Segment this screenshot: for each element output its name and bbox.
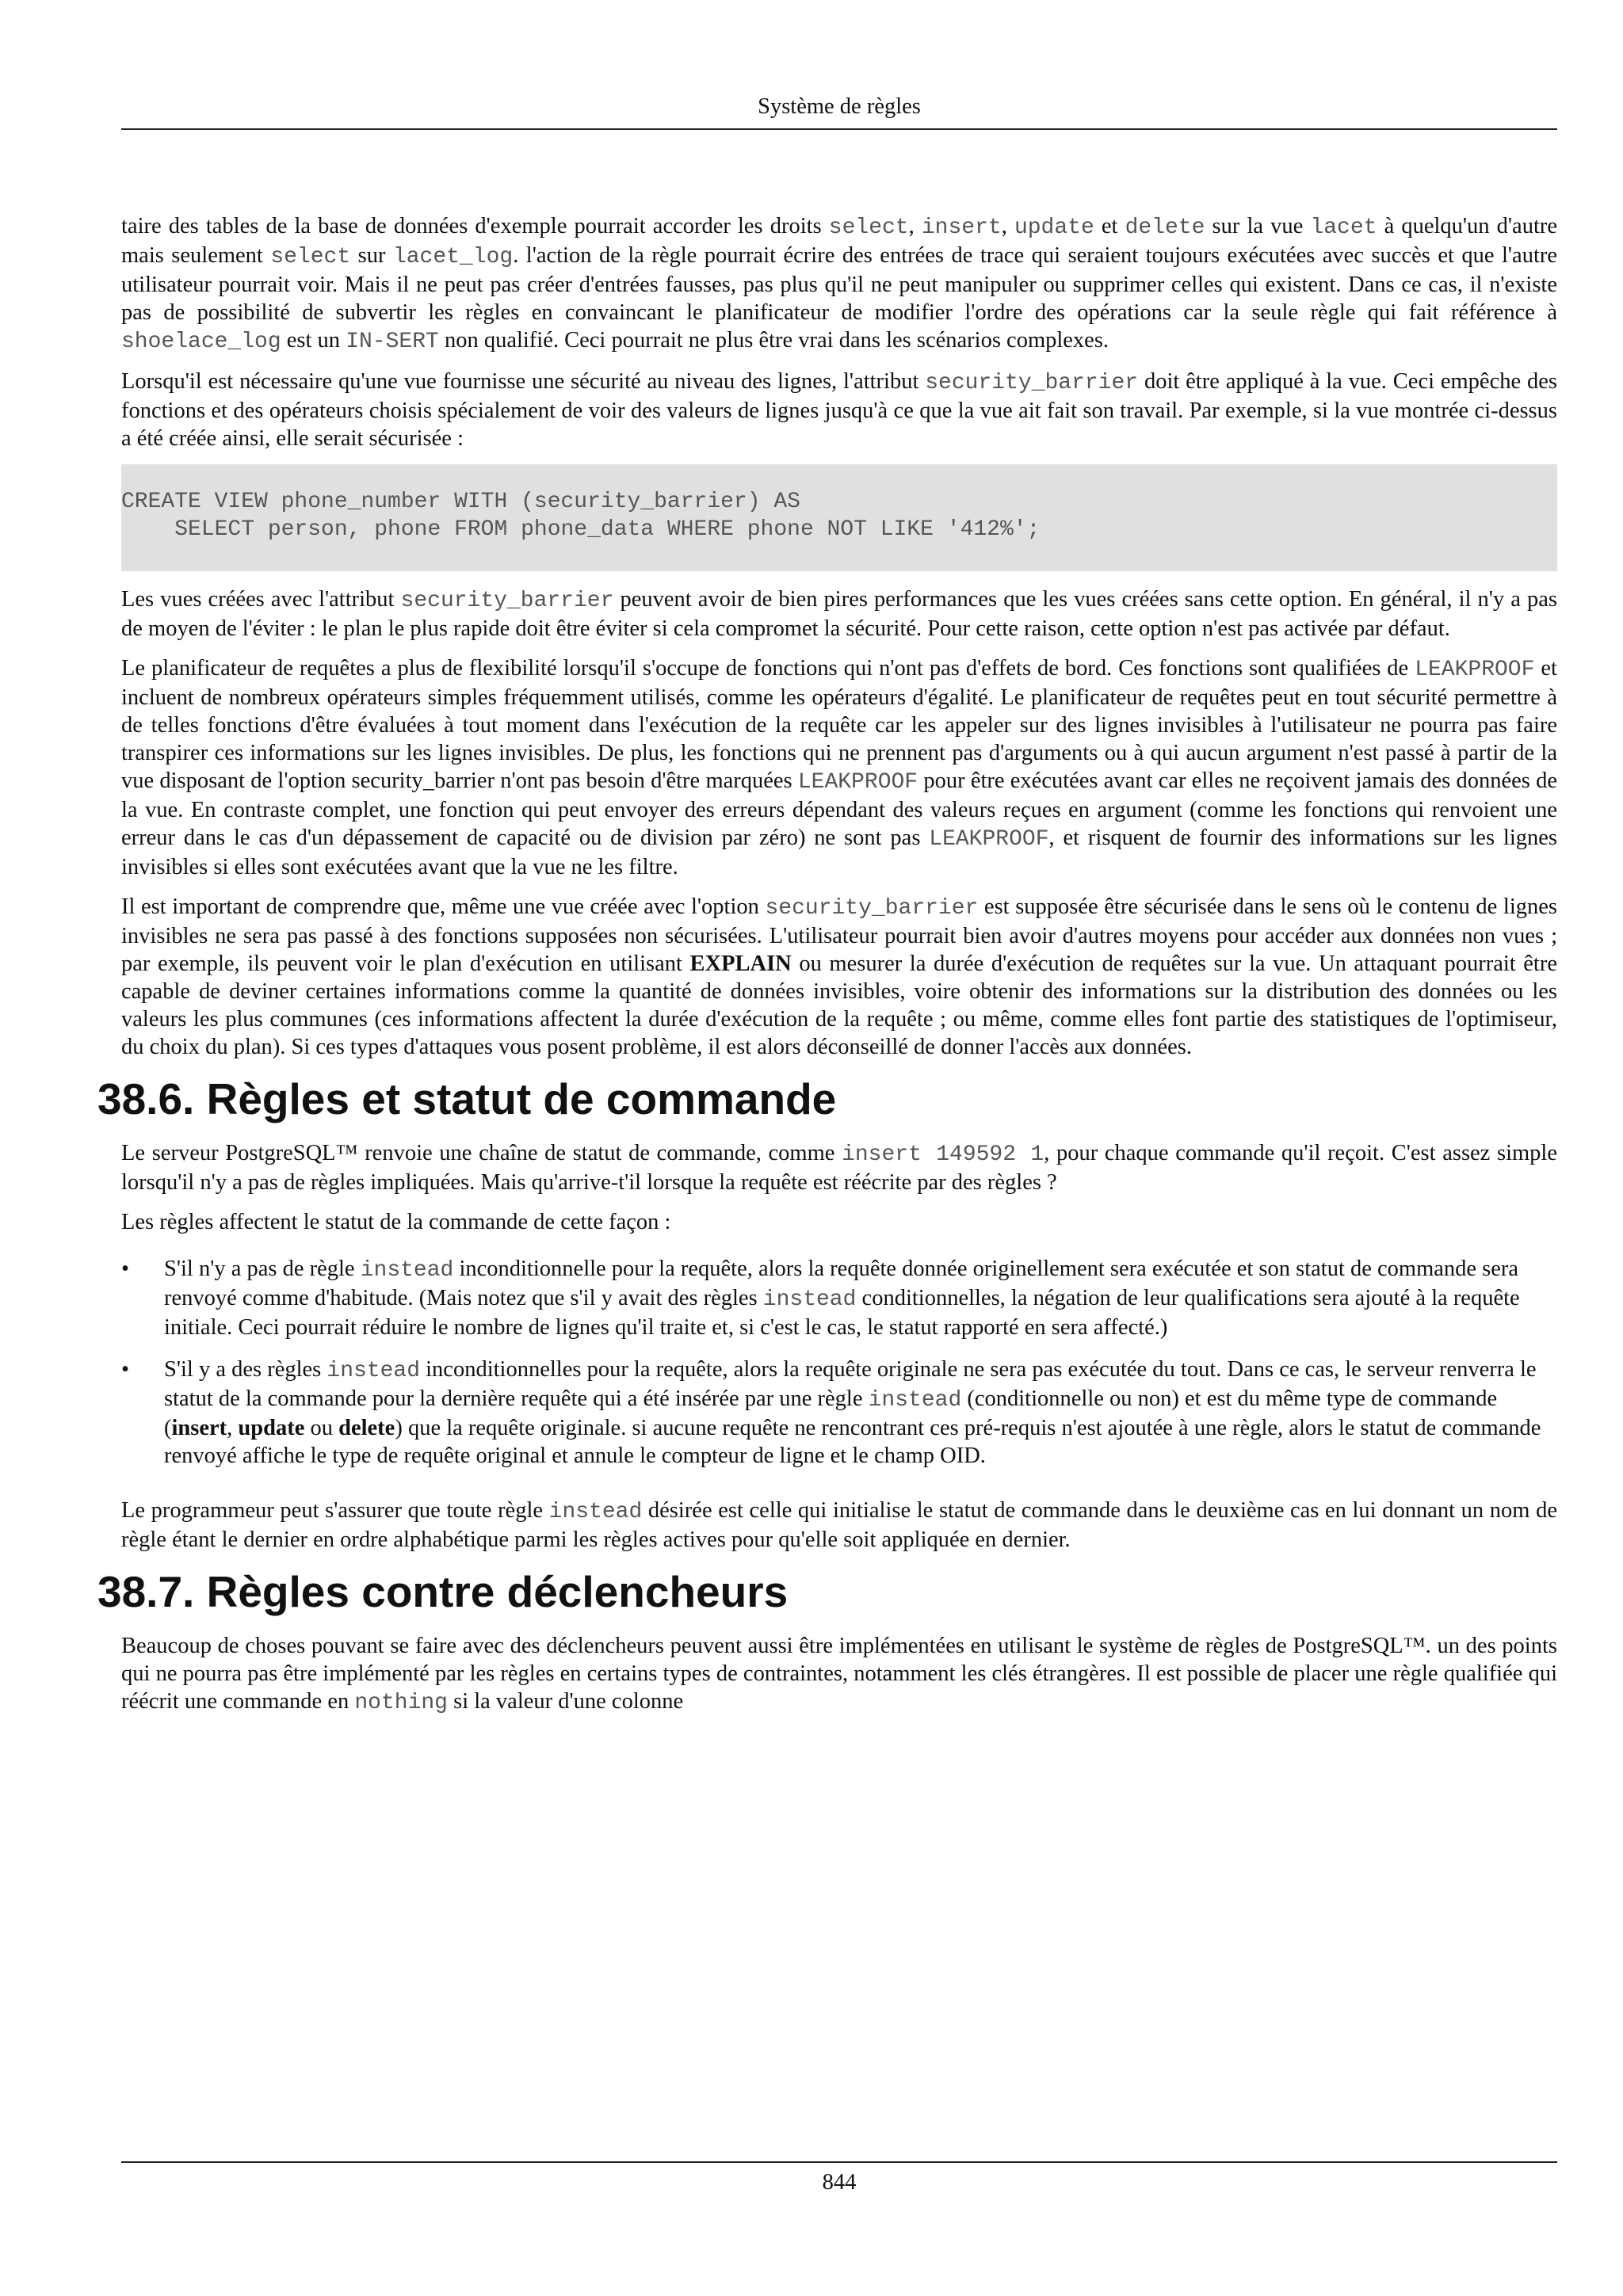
code-inline: instead xyxy=(360,1258,454,1283)
text: (conditionnelle ou non) et est du même type de commande ( xyxy=(164,1386,1498,1440)
code-inline: update xyxy=(1014,215,1094,240)
text: , pour chaque commande qu'il reçoit. C'est assez simple lorsqu'il n'y a pas de règles impliquées. Mais qu'arrive-t'il lorsque la requête est réécrite par des règles ? xyxy=(121,1141,1557,1195)
text: inconditionnelles pour la requête, alors la requête originale ne sera pas exécutée du tout. Dans ce cas, le serveur renverra le statut de la commande pour la dernière requête qui a été insérée par une règle xyxy=(164,1357,1537,1411)
paragraph-rules-permissions xyxy=(121,212,1557,356)
text: est supposée être sécurisée dans le sens où le contenu de lignes invisibles ne sera pas passé à des fonctions supposées non sécurisées. L'utilisateur pourrait bien avoir d'autres moyens pour accéder aux données non vues ; par exemple, ils peuvent voir le plan d'exécution en utilisant xyxy=(121,894,1557,976)
code-inline: nothing xyxy=(354,1691,448,1715)
paragraph-performance xyxy=(121,585,1557,643)
code-inline: lacet xyxy=(1310,215,1377,240)
code-line: SELECT person, phone FROM phone_data WHERE phone NOT LIKE '412%'; xyxy=(121,517,1041,542)
code-inline: instead xyxy=(868,1388,962,1413)
bullet-list xyxy=(121,1255,1557,1470)
text: . l'action de la règle pourrait écrire des entrées de trace qui seraient toujours exécutées avec succès et que l'autre utilisateur pourrait voir. Mais il ne peut pas créer d'entrées fausses, pas plus qu'il ne peut manipuler ou supprimer celles qui existent. Dans ce cas, il n'existe pas de possibilité de subvertir les règles en convaincant le planificateur de modifier l'ordre des opérations car la seule règle qui fait référence à xyxy=(121,243,1557,325)
text: ou mesurer la durée d'exécution de requêtes sur la vue. Un attaquant pourrait être capable de deviner certaines informations comme la quantité de données invisibles, voire obtenir des informations sur la distribution des données ou les valeurs les plus communes (ces informations affectent la durée d'exécution de la requête ; ou même, comme elles font partie des statistiques de l'optimiseur, du choix du plan). Si ces types d'attaques vous posent problème, il est alors déconseillé de donner l'accès aux données. xyxy=(121,952,1557,1059)
paragraph-security-barrier xyxy=(121,368,1557,452)
text: S'il n'y a pas de règle xyxy=(164,1257,361,1281)
text: Il est important de comprendre que, même une vue créée avec l'option xyxy=(121,894,766,919)
bullet-icon: • xyxy=(121,1357,129,1382)
text: et incluent de nombreux opérateurs simples fréquemment utilisés, comme les opérateurs d'égalité. Le planificateur de requêtes peut en tout sécurité permettre à de telles fonctions d'être évaluées à tout moment dans l'exécution de la requête car les appeler sur des lignes invisibles à l'utilisateur ne pourra pas faire transpirer ces informations sur les lignes invisibles. De plus, les fonctions qui ne prennent pas d'arguments ou à qui aucun argument n'est passé à partir de la vue disposant de l'option security_barrier n'ont pas besoin d'être marquées xyxy=(121,656,1557,793)
paragraph-leakproof xyxy=(121,654,1557,881)
page-number: 844 xyxy=(822,2170,857,2195)
list-item xyxy=(121,1356,1557,1470)
text: S'il y a des règles xyxy=(164,1357,327,1382)
text: Le planificateur de requêtes a plus de flexibilité lorsqu'il s'occupe de fonctions qui n'ont pas d'effets de bord. Ces fonctions sont qualifiées de xyxy=(121,656,1415,681)
code-inline: instead xyxy=(548,1500,643,1524)
text: , et risquent de fournir des informations sur les lignes invisibles si elles sont exécutées avant que la vue ne les filtre. xyxy=(121,826,1557,879)
text: sur la vue xyxy=(1205,214,1311,238)
running-header: Système de règles xyxy=(758,94,921,119)
paragraph-triggers xyxy=(121,1632,1557,1717)
text: peuvent avoir de bien pires performances que les vues créées sans cette option. En général, il n'y a pas de moyen de l'éviter : le plan le plus rapide doit être éviter si cela compromet la sécurité. Pour cette raison, cette option n'est pas activée par défaut. xyxy=(121,587,1557,641)
code-block-create-view xyxy=(121,464,1557,571)
text: doit être appliqué à la vue. Ceci empêche des fonctions et des opérateurs choisis spécialement de voir des valeurs de lignes jusqu'à ce que la vue ait fait son travail. Par exemple, si la vue montrée ci-dessus a été créée ainsi, elle serait sécurisée : xyxy=(121,369,1557,451)
paragraph-rules-affect: Les règles affectent le statut de la commande de cette façon : xyxy=(121,1210,671,1234)
bold-command: update xyxy=(238,1416,305,1440)
text: désirée est celle qui initialise le statut de commande dans le deuxième cas en lui donnant un nom de règle étant le dernier en ordre alphabétique parmi les règles actives pour qu'elle soit appliquée en dernier. xyxy=(121,1498,1557,1552)
bold-command: EXPLAIN xyxy=(689,952,792,976)
page-content xyxy=(97,212,1557,1729)
code-inline: select xyxy=(270,245,351,269)
text: à quelqu'un d'autre mais seulement xyxy=(121,214,1557,268)
bold-command: insert xyxy=(171,1416,227,1440)
code-inline: insert 149592 1 xyxy=(842,1142,1044,1167)
text: conditionnelles, la négation de leur qualifications sera ajouté à la requête initiale. Ceci pourrait réduire le nombre de lignes qu'il traite et, si c'est le cas, le statut rapporté en sera affecté.) xyxy=(164,1286,1520,1340)
code-inline: lacet_log xyxy=(392,245,514,269)
text: , xyxy=(908,214,922,238)
text: est un xyxy=(281,328,346,353)
code-inline: security_barrier xyxy=(400,589,614,613)
text: sur xyxy=(350,243,393,268)
code-inline: insert xyxy=(921,215,1002,240)
header-rule xyxy=(121,128,1557,130)
bold-command: delete xyxy=(338,1416,395,1440)
list-item xyxy=(121,1255,1557,1341)
code-inline: LEAKPROOF xyxy=(929,827,1049,852)
text: inconditionnelle pour la requête, alors la requête donnée originellement sera exécutée et son statut de commande sera renvoyé comme d'habitude. (Mais notez que s'il y avait des règles xyxy=(164,1257,1519,1310)
code-inline: LEAKPROOF xyxy=(797,770,918,795)
code-inline: security_barrier xyxy=(925,371,1139,395)
text: Beaucoup de choses pouvant se faire avec des déclencheurs peuvent aussi être implémentées en utilisant le système de règles de PostgreSQL™. un des points qui ne pourra pas être implémenté par les règles en certains types de contraintes, notamment les clés étrangères. Il est possible de placer une règle qualifiée qui réécrit une commande en xyxy=(121,1634,1557,1714)
text: Le programmeur peut s'assurer que toute règle xyxy=(121,1498,549,1523)
bullet-icon: • xyxy=(121,1257,129,1281)
section-heading-38-6: 38.6. Règles et statut de commande xyxy=(97,1074,837,1123)
code-inline: select xyxy=(828,215,909,240)
code-inline: delete xyxy=(1125,215,1205,240)
text: non qualifié. Ceci pourrait ne plus être vrai dans les scénarios complexes. xyxy=(438,328,1109,353)
code-line: CREATE VIEW phone_number WITH (security_barrier) AS xyxy=(121,490,800,514)
text: ) que la requête originale. si aucune requête ne rencontrant ces pré-requis n'est ajoutée à une règle, alors le statut de commande renvoyé affiche le type de requête original et annule le compteur de ligne et le champ OID. xyxy=(164,1416,1541,1468)
code-inline: instead xyxy=(762,1287,857,1312)
text: si la valeur d'une colonne xyxy=(447,1689,684,1714)
text: , xyxy=(227,1416,239,1440)
code-inline: security_barrier xyxy=(765,896,979,921)
paragraph-status-string xyxy=(121,1139,1557,1196)
paragraph-programmer xyxy=(121,1497,1557,1554)
paragraph-important xyxy=(121,893,1557,1061)
code-inline: instead xyxy=(327,1359,421,1383)
section-heading-38-7: 38.7. Règles contre déclencheurs xyxy=(97,1567,789,1616)
code-inline: LEAKPROOF xyxy=(1415,658,1535,682)
text: Les vues créées avec l'attribut xyxy=(121,587,401,612)
text: , xyxy=(1001,214,1014,238)
text: pour être exécutées avant car elles ne reçoivent jamais des données de la vue. En contraste complet, une fonction qui peut envoyer des erreurs dépendant des valeurs reçues en argument (comme les fonctions qui renvoient une erreur dans le cas d'un dépassement de capacité ou de division par zéro) ne sont pas xyxy=(121,769,1557,850)
text: et xyxy=(1094,214,1125,238)
code-inline: shoelace_log xyxy=(121,330,281,354)
text: taire des tables de la base de données d'exemple pourrait accorder les droits xyxy=(121,214,829,238)
text: Lorsqu'il est nécessaire qu'une vue fournisse une sécurité au niveau des lignes, l'attribut xyxy=(121,369,926,394)
text: Le serveur PostgreSQL™ renvoie une chaîne de statut de commande, comme xyxy=(121,1141,842,1165)
code-inline: IN-SERT xyxy=(346,330,439,354)
text: ou xyxy=(304,1416,339,1440)
footer-rule xyxy=(121,2161,1557,2163)
